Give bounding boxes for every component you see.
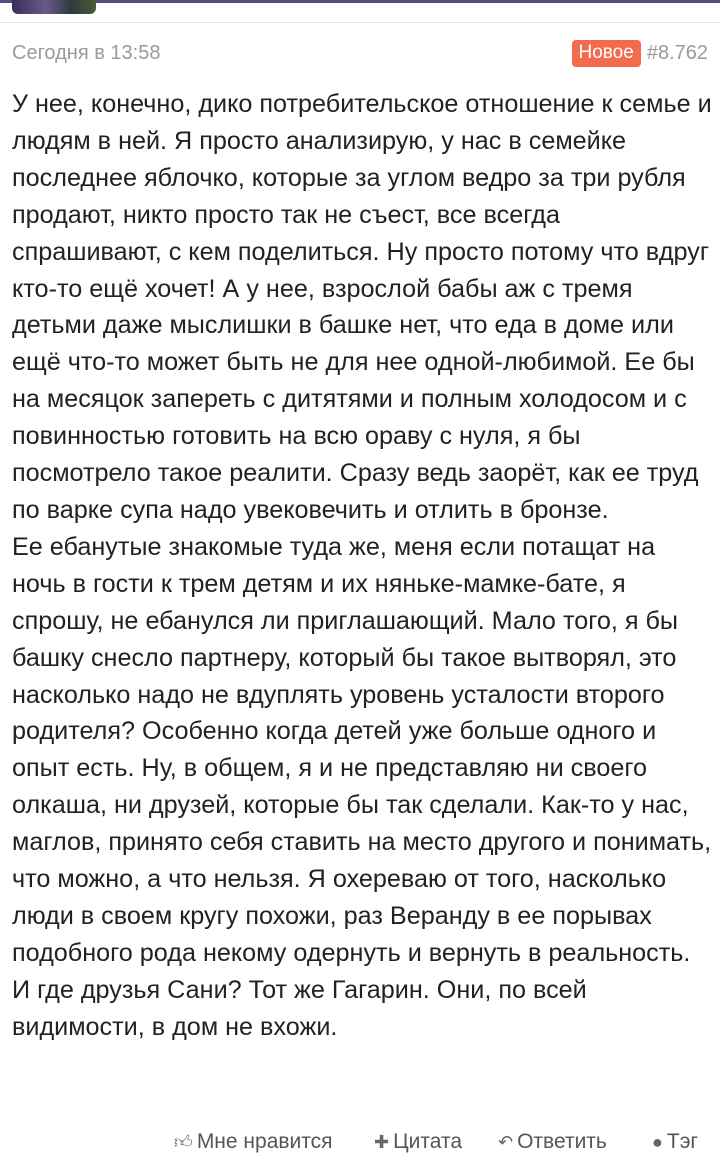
post-timestamp: Сегодня в 13:58: [12, 41, 161, 64]
post-paragraph: У нее, конечно, дико потребительское отношение к семье и людям в ней. Я просто анализирую, у нас в семейке последнее яблочко, которые за углом ведро за три рубля продают, никто просто так не съест, все всегда спрашивают, с кем поделиться. Ну просто потому что вдруг кто-то ещё хочет! А у нее, взрослой бабы аж с тремя детьми даже мыслишки в башке нет, что еда в доме или ещё что-то может быть не для нее одной-любимой. Ее бы на месяцок запереть с дитятями и полным холодосом и с повинностью готовить на всю ораву с нуля, я бы посмотрело такое реалити. Сразу ведь заорёт, как ее труд по варке супа надо увековечить и отлить в бронзе.: [12, 90, 712, 524]
post-paragraph: Ее ебанутые знакомые туда же, меня если потащат на ночь в гости к трем детям и их няньке-мамке-бате, я спрошу, не ебанулся ли приглашающий. Мало того, я бы башку снесло партнеру, который бы такое вытворял, это насколько надо не вдуплять уровень усталости второго родителя? Особенно когда детей уже больше одного и опыт есть. Ну, в общем, я и не представляю ни своего олкаша, ни друзей, которые бы так сделали. Как-то у нас, маглов, принято себя ставить на место другого и понимать, что можно, а что нельзя. Я охереваю от того, насколько люди в своем кругу похожи, раз Веранду в ее порывах подобного рода некому одернуть и вернуть в реальность.: [12, 532, 712, 967]
avatar[interactable]: [12, 0, 96, 14]
tag-button[interactable]: [652, 1130, 698, 1154]
thumbs-up-icon: 👍︎: [174, 1132, 193, 1152]
tag-label: Тэг: [666, 1130, 699, 1153]
user-icon: ●: [652, 1132, 663, 1152]
divider: [0, 22, 720, 23]
post-actions: [0, 1122, 720, 1152]
post-body: [12, 86, 712, 1046]
new-badge: Новое: [572, 40, 641, 67]
header-bar-edge: [0, 0, 720, 3]
reply-arrow-icon: ↶: [498, 1132, 514, 1152]
post-number-link[interactable]: #8.762: [646, 41, 708, 64]
post-meta: [12, 36, 708, 70]
post-paragraph: И где друзья Сани? Тот же Гагарин. Они, по всей видимости, в дом не вхожи.: [12, 975, 587, 1041]
quote-label: Цитата: [393, 1130, 463, 1153]
like-label: Мне нравится: [196, 1130, 333, 1153]
plus-icon: ✚: [374, 1132, 390, 1152]
post-meta-right: [572, 40, 708, 67]
reply-label: Ответить: [517, 1130, 607, 1153]
reply-button[interactable]: [498, 1130, 607, 1154]
like-button[interactable]: [174, 1130, 333, 1154]
quote-button[interactable]: [374, 1130, 462, 1154]
